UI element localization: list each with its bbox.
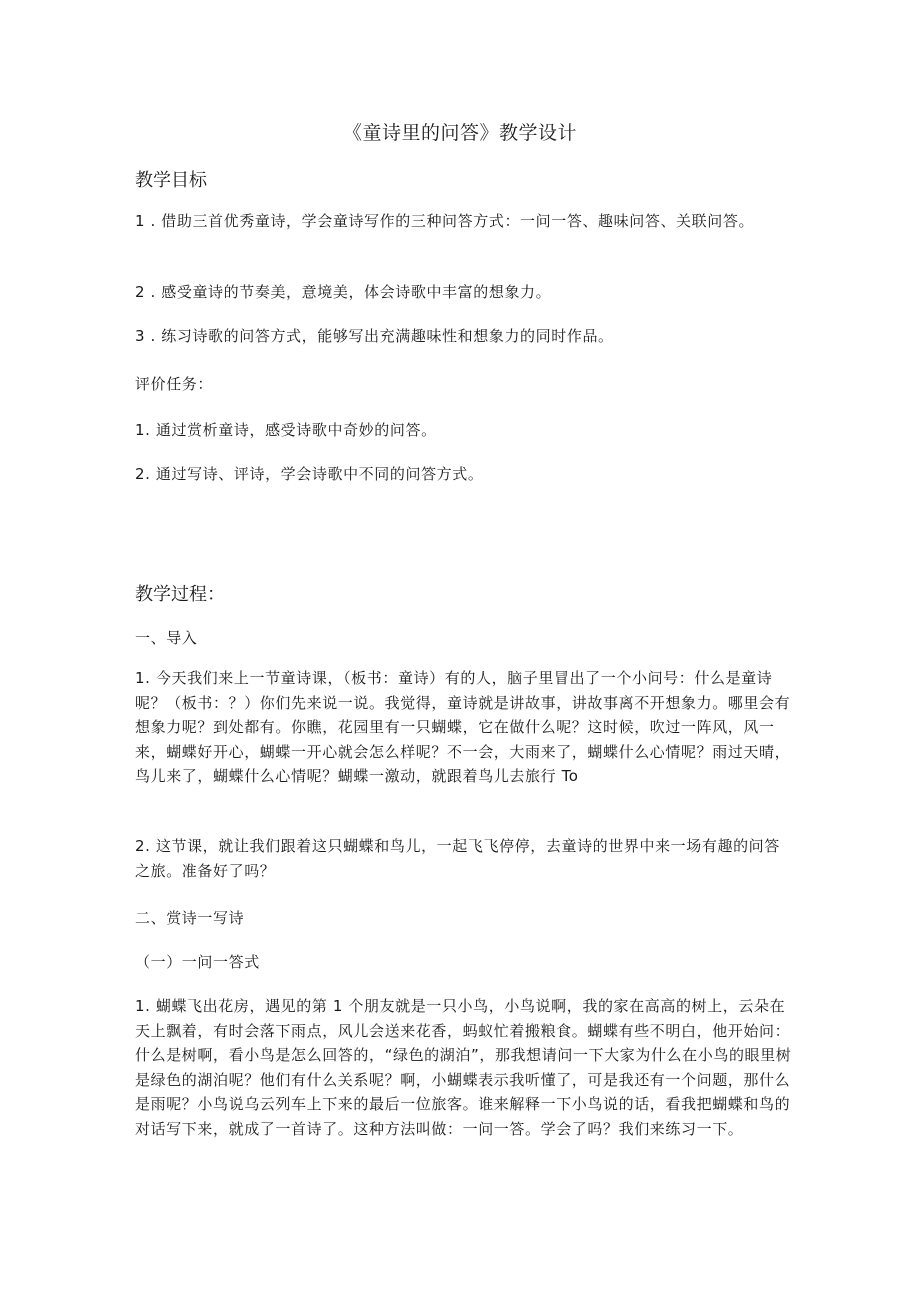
- goals-heading: 教学目标: [135, 170, 207, 191]
- section-poetry-heading: 二、赏诗一写诗: [135, 909, 245, 927]
- goal-item-3: 3 . 练习诗歌的问答方式，能够写出充满趣味性和想象力的同时作品。: [135, 327, 614, 345]
- document-title: 《童诗里的问答》教学设计: [342, 122, 577, 144]
- qa-paragraph-1: 1. 蝴蝶飞出花房，遇见的第 1 个朋友就是一只小鸟，小鸟说啊，我的家在高高的树上，云朵在天上飘着，有时会落下雨点，风儿会送来花香，蚂蚁忙着搬粮食。蝴蝶有些不明白，他开始问：什么是树啊，看小鸟是怎么回答的，“绿色的湖泊”，那我想请问一下大家为什么在小鸟的眼里树是绿色的湖泊呢？他们有什么关系呢？啊，小蝴蝶表示我听懂了，可是我还有一个问题，那什么是雨呢？小鸟说乌云列车上下来的最后一位旅客。谁来解释一下小鸟说的话，看我把蝴蝶和鸟的对话写下来，就成了一首诗了。这种方法叫做：一问一答。学会了吗？我们来练习一下。: [135, 997, 792, 1138]
- evaluation-heading: 评价任务：: [135, 375, 214, 393]
- evaluation-item-2: 2. 通过写诗、评诗，学会诗歌中不同的问答方式。: [135, 465, 484, 483]
- intro-paragraph-2: 2. 这节课，就让我们跟着这只蝴蝶和鸟儿，一起飞飞停停，去童诗的世界中来一场有趣的问答之旅。准备好了吗？: [135, 837, 780, 880]
- section-intro-heading: 一、导入: [135, 629, 198, 647]
- process-heading: 教学过程：: [135, 584, 225, 605]
- evaluation-item-1: 1. 通过赏析童诗，感受诗歌中奇妙的问答。: [135, 421, 437, 439]
- subsection-qa-heading: （一）一问一答式: [135, 953, 260, 971]
- goal-item-1: 1 . 借助三首优秀童诗，学会童诗写作的三种问答方式：一问一答、趣味问答、关联问答。: [135, 212, 755, 230]
- intro-paragraph-1: 1. 今天我们来上一节童诗课，（板书：童诗）有的人，脑子里冒出了一个小问号：什么是童诗呢？（板书：？）你们先来说一说。我觉得，童诗就是讲故事，讲故事离不开想象力。哪里会有想象力呢？到处都有。你瞧，花园里有一只蝴蝶，它在做什么呢？这时候，吹过一阵风，风一来，蝴蝶好开心，蝴蝶一开心就会怎么样呢？不一会，大雨来了，蝴蝶什么心情呢？雨过天晴，鸟儿来了，蝴蝶什么心情呢？蝴蝶一激动，就跟着鸟儿去旅行 To: [135, 669, 791, 785]
- goal-item-2: 2 . 感受童诗的节奏美，意境美，体会诗歌中丰富的想象力。: [135, 283, 552, 301]
